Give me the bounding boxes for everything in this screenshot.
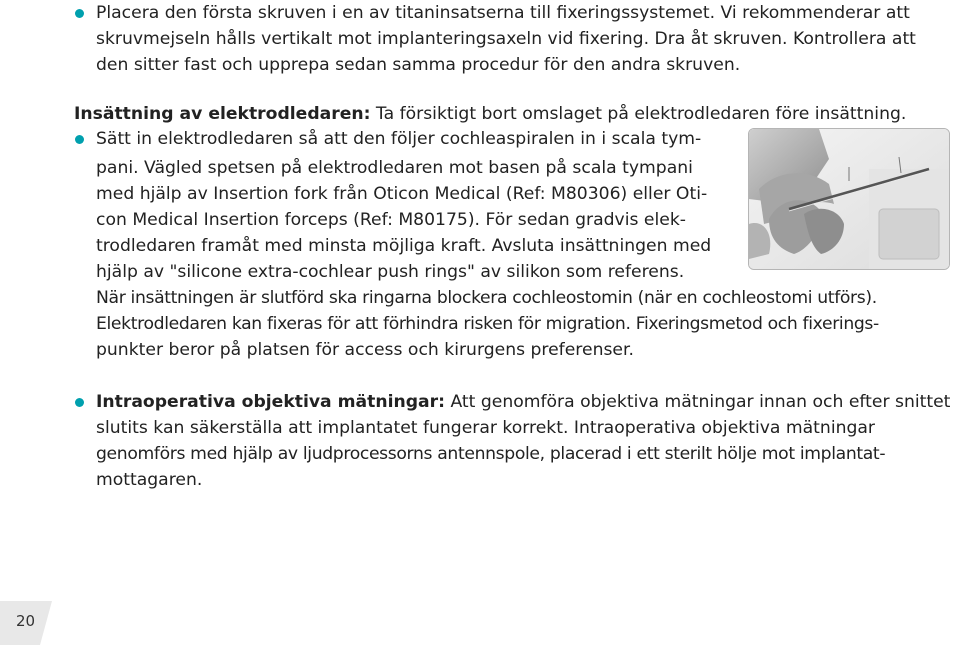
- paragraph-line: mottagaren.: [96, 470, 203, 490]
- paragraph-line: punkter beror på platsen för access och kirurgens preferenser.: [96, 340, 634, 360]
- heading-bold-label: Intraoperativa objektiva mätningar:: [96, 392, 445, 412]
- paragraph-line: den sitter fast och upprepa sedan samma procedur för den andra skruven.: [96, 55, 741, 75]
- insertion-photo: [748, 128, 950, 270]
- paragraph-line: genomförs med hjälp av ljudprocessorns antennspole, placerad i ett sterilt hölje mot implantat-: [96, 444, 886, 464]
- gloved-hand-image: [749, 129, 949, 269]
- paragraph-line: Elektrodledaren kan fixeras för att förhindra risken för migration. Fixeringsmetod och fixerings-: [96, 314, 879, 334]
- paragraph-line: med hjälp av Insertion fork från Oticon Medical (Ref: M80306) eller Oti-: [96, 184, 708, 204]
- paragraph-line: slutits kan säkerställa att implantatet fungerar korrekt. Intraoperativa objektiva mätningar: [96, 418, 875, 438]
- bullet-icon: [75, 9, 84, 18]
- paragraph-line: pani. Vägled spetsen på elektrodledaren mot basen på scala tympani: [96, 158, 693, 178]
- paragraph-line: hjälp av "silicone extra-cochlear push rings" av silikon som referens.: [96, 262, 685, 282]
- heading-rest: Ta försiktigt bort omslaget på elektrodledaren före insättning.: [370, 104, 907, 124]
- paragraph-line: Placera den första skruven i en av titaninsatserna till fixeringssystemet. Vi rekommenderar att: [96, 3, 910, 23]
- paragraph-line: Sätt in elektrodledaren så att den följer cochleaspiralen in i scala tym-: [96, 129, 702, 149]
- heading-bold-label: Insättning av elektrodledaren:: [74, 104, 371, 124]
- paragraph-line: [96, 389, 950, 415]
- paragraph-text: Att genomföra objektiva mätningar innan och efter snittet: [444, 392, 951, 412]
- bullet-icon: [75, 135, 84, 144]
- paragraph-line: När insättningen är slutförd ska ringarna blockera cochleostomin (när en cochleostomi utförs).: [96, 288, 877, 308]
- paragraph-line: trodledaren framåt med minsta möjliga kraft. Avsluta insättningen med: [96, 236, 712, 256]
- page-number: 20: [16, 612, 36, 630]
- paragraph-line: skruvmejseln hålls vertikalt mot implanteringsaxeln vid fixering. Dra åt skruven. Kontrollera att: [96, 29, 916, 49]
- bullet-icon: [75, 398, 84, 407]
- section-heading-insertion: [74, 101, 906, 127]
- paragraph-line: con Medical Insertion forceps (Ref: M80175). För sedan gradvis elek-: [96, 210, 686, 230]
